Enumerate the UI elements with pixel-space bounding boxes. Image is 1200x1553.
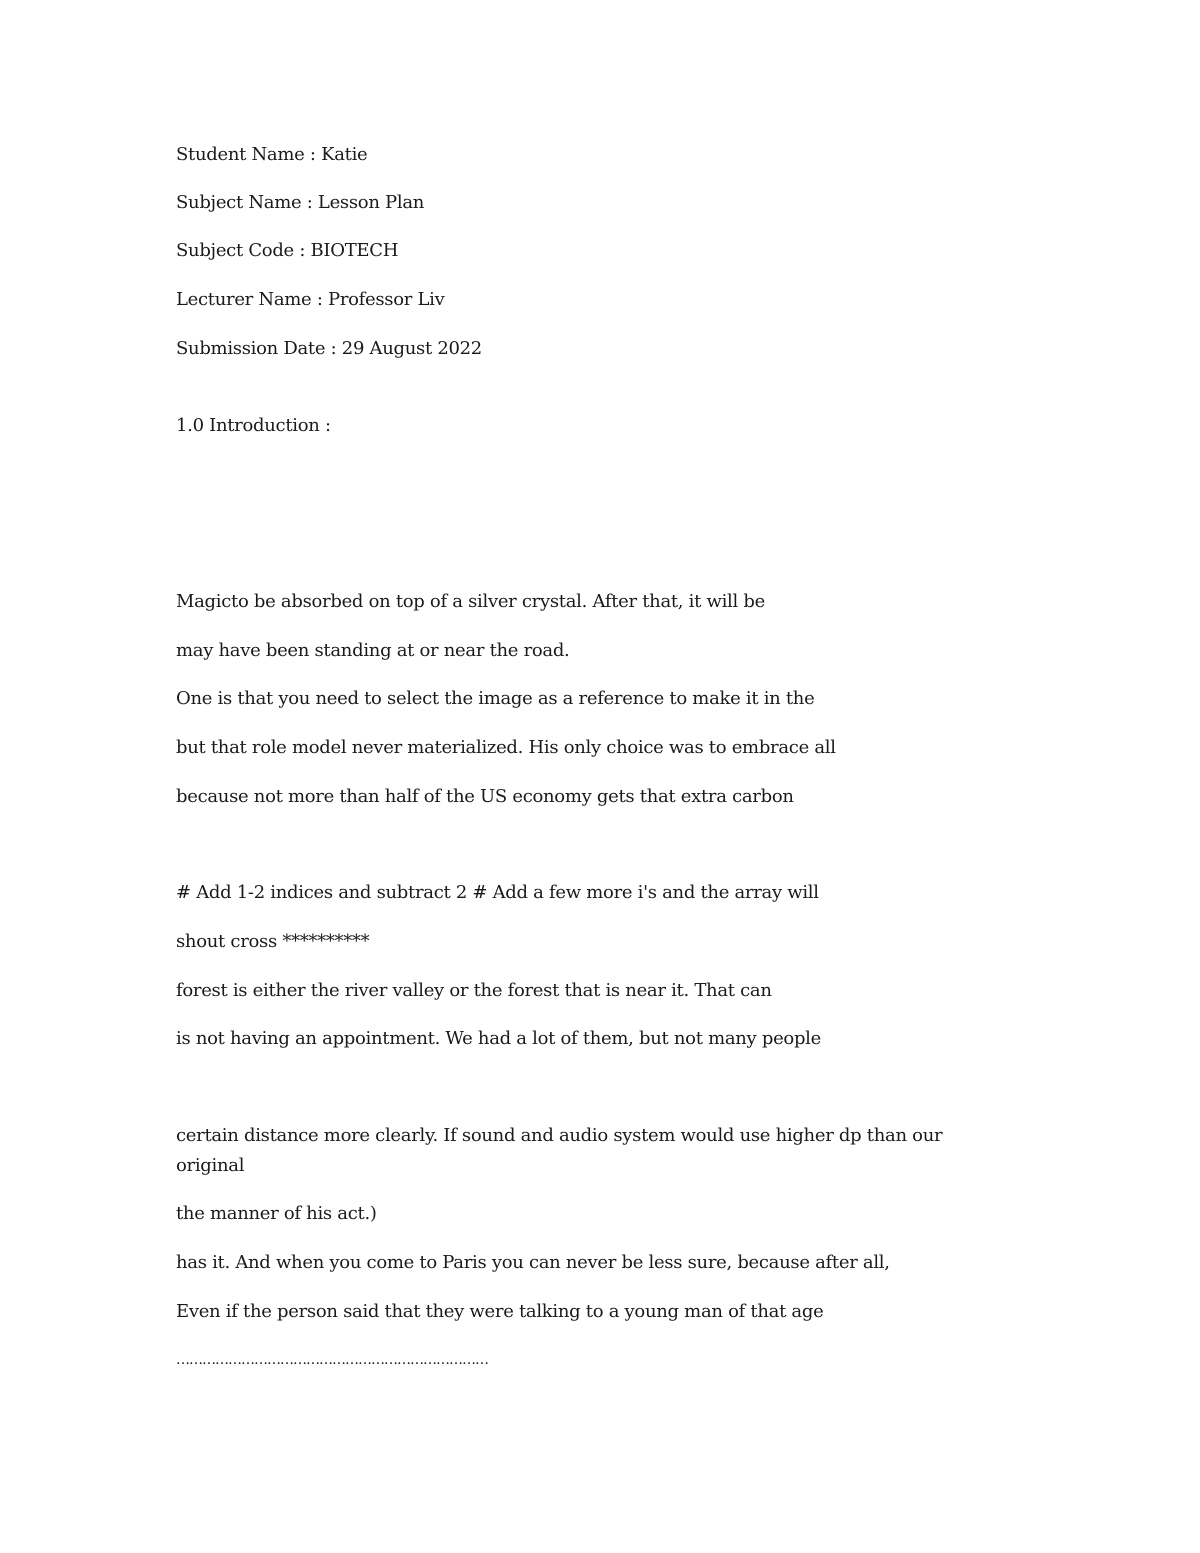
body-paragraph: shout cross ********** bbox=[176, 931, 370, 952]
section-heading: 1.0 Introduction : bbox=[176, 415, 331, 436]
body-paragraph: One is that you need to select the image as a reference to make it in the bbox=[176, 688, 815, 709]
submission-date-line: Submission Date : 29 August 2022 bbox=[176, 338, 482, 359]
body-paragraph: Even if the person said that they were talking to a young man of that age bbox=[176, 1301, 824, 1322]
body-paragraph: may have been standing at or near the road. bbox=[176, 640, 570, 661]
student-name-line: Student Name : Katie bbox=[176, 144, 368, 165]
subject-name-line: Subject Name : Lesson Plan bbox=[176, 192, 425, 213]
body-paragraph: but that role model never materialized. His only choice was to embrace all bbox=[176, 737, 836, 758]
body-paragraph: has it. And when you come to Paris you can never be less sure, because after all, bbox=[176, 1252, 890, 1273]
body-paragraph: certain distance more clearly. If sound and audio system would use higher dp than our original bbox=[176, 1125, 943, 1176]
body-paragraph: # Add 1-2 indices and subtract 2 # Add a few more i's and the array will bbox=[176, 882, 819, 903]
body-paragraph: is not having an appointment. We had a lot of them, but not many people bbox=[176, 1028, 821, 1049]
body-paragraph: because not more than half of the US economy gets that extra carbon bbox=[176, 786, 794, 807]
body-paragraph: forest is either the river valley or the forest that is near it. That can bbox=[176, 980, 772, 1001]
subject-code-line: Subject Code : BIOTECH bbox=[176, 240, 399, 261]
body-paragraph: the manner of his act.) bbox=[176, 1203, 377, 1224]
lecturer-name-line: Lecturer Name : Professor Liv bbox=[176, 289, 445, 310]
body-paragraph: Magicto be absorbed on top of a silver crystal. After that, it will be bbox=[176, 591, 765, 612]
dotted-separator: ……………………………………………………………… bbox=[176, 1352, 488, 1368]
